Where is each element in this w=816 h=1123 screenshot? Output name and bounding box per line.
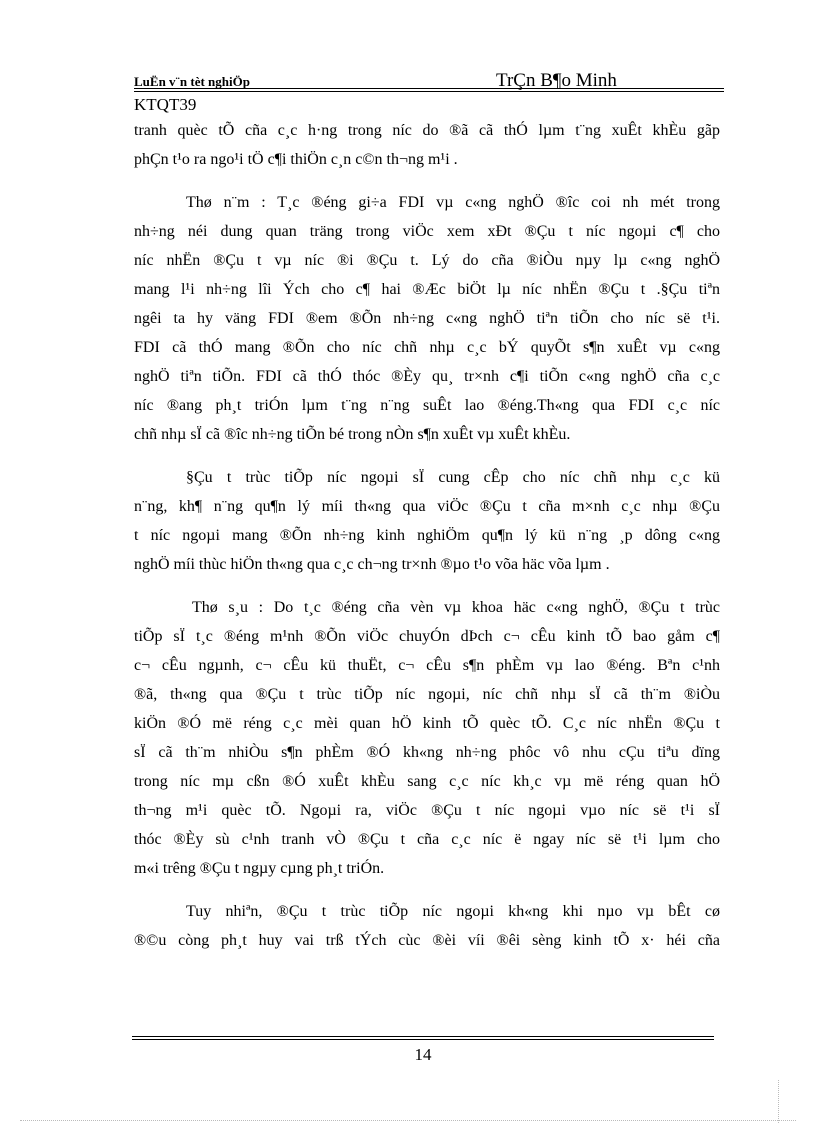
text-line: thóc ®Èy sù c¹nh tranh vÒ ®Çu t cña c¸c níc ë ngay níc së t¹i lµm cho — [134, 831, 720, 848]
header-class-code: KTQT39 — [134, 95, 197, 114]
text-line: Thø s¸u : Do t¸c ®éng cña vèn vµ khoa häc c«ng nghÖ, ®Çu t trùc — [192, 599, 720, 616]
page-boundary-marker-vertical — [778, 1080, 779, 1123]
body-text — [134, 116, 720, 955]
text-line: ®ã, th«ng qua ®Çu t trùc tiÕp níc ngoµi, níc chñ nhµ sÏ cã th¨m ®iÒu — [134, 686, 720, 703]
header-author-name: TrÇn B¶o Minh — [496, 70, 617, 91]
text-line: nghÖ míi thùc hiÖn th«ng qua c¸c ch¬ng tr×nh ®µo t¹o võa häc võa lµm . — [134, 556, 610, 573]
text-line: tiÕp sÏ t¸c ®éng m¹nh ®Õn viÖc chuyÓn dÞch c¬ cÊu kinh tÕ bao gåm c¶ — [134, 628, 720, 645]
text-line: n¨ng, kh¶ n¨ng qu¶n lý míi th«ng qua viÖc ®Çu t cña m×nh c¸c nhµ ®Çu — [134, 498, 720, 515]
page-boundary-marker — [20, 1120, 796, 1121]
text-line: nh÷ng néi dung quan träng trong viÖc xem xÐt ®Çu t níc ngoµi c¶ cho — [134, 223, 720, 240]
text-line: FDI cã thÓ mang ®Õn cho níc chñ nhµ c¸c bÝ quyÕt s¶n xuÊt vµ c«ng — [134, 339, 720, 356]
text-line: sÏ cã th¨m nhiÒu s¶n phÈm ®Ó kh«ng nh÷ng phôc vô nhu cÇu tiªu dïng — [134, 744, 720, 761]
text-line: trong níc mµ cßn ®Ó xuÊt khÈu sang c¸c níc kh¸c vµ më réng quan hÖ — [134, 773, 720, 790]
text-line: tranh quèc tÕ cña c¸c h·ng trong níc do ®ã cã thÓ lµm t¨ng xuÊt khÈu gãp — [134, 122, 720, 139]
text-line: m«i trêng ®Çu t ngµy cµng ph¸t triÓn. — [134, 860, 385, 877]
text-line: phÇn t¹o ra ngo¹i tÖ c¶i thiÖn c¸n c©n th¬ng m¹i . — [134, 151, 458, 168]
text-line: c¬ cÊu ngµnh, c¬ cÊu kü thuËt, c¬ cÊu s¶n phÈm vµ lao ®éng. Bªn c¹nh — [134, 657, 720, 674]
text-line: Thø n¨m : T¸c ®éng gi÷a FDI vµ c«ng nghÖ ®îc coi nh mét trong — [186, 194, 720, 211]
footer-rule-thin — [132, 1039, 714, 1040]
text-line: níc ®ang ph¸t triÓn lµm t¨ng n¨ng suÊt lao ®éng.Th«ng qua FDI c¸c níc — [134, 397, 720, 414]
text-line: mang l¹i nh÷ng lîi Ých cho c¶ hai ®Æc biÖt lµ níc nhËn ®Çu t .§Çu tiªn — [134, 281, 720, 298]
text-line: §Çu t trùc tiÕp níc ngoµi sÏ cung cÊp cho níc chñ nhµ c¸c kü — [186, 469, 720, 486]
text-line: t níc ngoµi mang ®Õn nh÷ng kinh nghiÖm qu¶n lý kü n¨ng ¸p dông c«ng — [134, 527, 720, 544]
text-line: th¬ng m¹i quèc tÕ. Ngoµi ra, viÖc ®Çu t níc ngoµi vµo níc së t¹i sÏ — [134, 802, 720, 819]
text-line: nghÖ tiªn tiÕn. FDI cã thÓ thóc ®Èy qu¸ tr×nh c¶i tiÕn c«ng nghÖ cña c¸c — [134, 368, 720, 385]
header-rule — [134, 88, 724, 89]
header-thesis-title: LuËn v¨n tèt nghiÖp — [134, 74, 250, 89]
text-line: ngêi ta hy väng FDI ®em ®Õn nh÷ng c«ng nghÖ tiªn tiÕn cho níc së t¹i. — [134, 310, 720, 327]
text-line: chñ nhµ sÏ cã ®îc nh÷ng tiÕn bé trong nÒn s¶n xuÊt vµ xuÊt khÈu. — [134, 426, 571, 443]
page-number: 14 — [414, 1045, 432, 1064]
text-line: kiÖn ®Ó më réng c¸c mèi quan hÖ kinh tÕ quèc tÕ. C¸c níc nhËn ®Çu t — [134, 715, 720, 732]
text-line: níc nhËn ®Çu t vµ níc ®i ®Çu t. Lý do cña ®iÒu nµy lµ c«ng nghÖ — [134, 252, 720, 269]
text-line: ®©u còng ph¸t huy vai trß tÝch cùc ®èi víi ®êi sèng kinh tÕ x· héi cña — [134, 932, 720, 949]
text-line: Tuy nhiªn, ®Çu t trùc tiÕp níc ngoµi kh«ng khi nµo vµ bÊt cø — [186, 903, 720, 920]
header-rule-thin — [134, 91, 724, 92]
footer-rule — [132, 1036, 714, 1037]
